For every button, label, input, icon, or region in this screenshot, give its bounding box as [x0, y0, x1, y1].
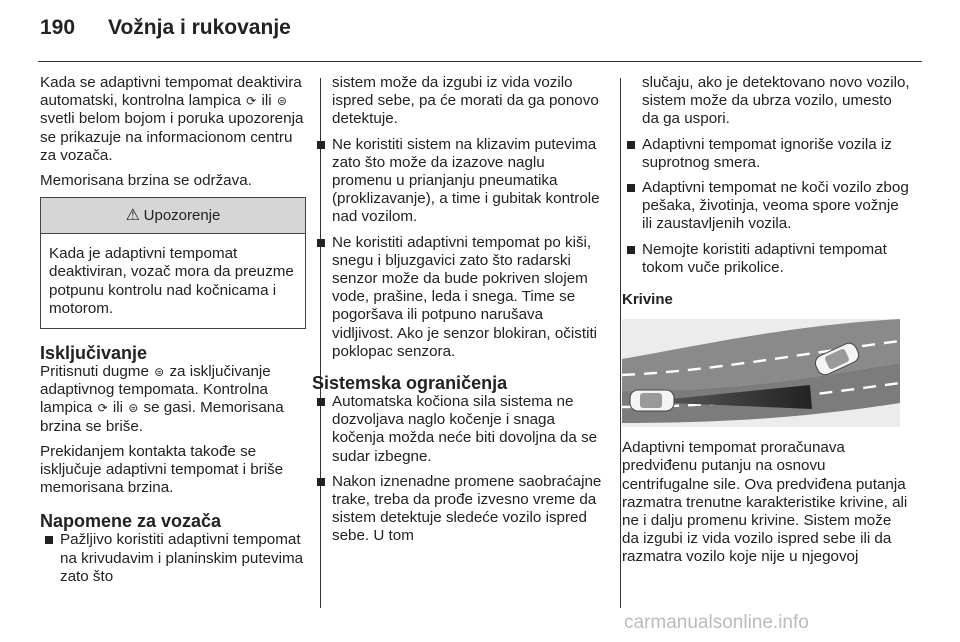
list-item: Adaptivni tempomat ignoriše vozila iz suprotnog smera. [622, 136, 912, 172]
bullet-square-icon [627, 141, 635, 149]
cruise-lamp-icon: ⟳ [246, 94, 257, 109]
warning-triangle-icon: ⚠ [125, 206, 140, 224]
column-2 [312, 74, 608, 553]
section-title-driver-notes: Napomene za vozača [40, 511, 222, 532]
paragraph-ignignition-off: Prekidanjem kontakta takođe se isključuje adaptivni tempomat i briše memorisana brzina. [40, 442, 284, 497]
curve-illustration [622, 319, 900, 427]
subheading-curves: Krivine [622, 291, 673, 309]
bullet-square-icon [317, 478, 325, 486]
column-1 [40, 74, 306, 593]
header-rule [38, 61, 922, 62]
warning-header [41, 198, 305, 234]
list-item: Ne koristiti adaptivni tempomat po kiši, snegu i bljuzgavici zato što radarski senzor može da bude pokriven slojem vode, prašine, leda i snega. Time se pogoršava ili potpuno narušava vidljivost. Ako je senzor blokiran, očistiti poklopac senzora. [312, 234, 608, 361]
paragraph-auto-deactivation: Kada se adaptivni tempomat deaktivira automatski, kontrolna lampica ⟳ ili ⊜ svetli belom bojom i poruka upozorenja se prikazuje na informacionom centru za vozača. [40, 74, 304, 164]
bullet-square-icon [627, 246, 635, 254]
list-item: Pažljivo koristiti adaptivni tempomat na krivudavim i planinskim putevima zato što [40, 531, 306, 586]
warning-box [40, 197, 306, 329]
section-title-system-limits: Sistemska ograničenja [312, 373, 508, 394]
column-3 [622, 74, 912, 574]
own-car [630, 390, 674, 411]
list-item: Automatska kočiona sila sistema ne dozvoljava naglo kočenje i snaga kočenja možda neće biti dovoljna da se sudar izbegne. [312, 393, 608, 466]
column-divider-2 [620, 78, 621, 608]
paragraph-speed-retained: Memorisana brzina se održava. [40, 172, 252, 190]
adaptive-cruise-lamp-icon: ⊜ [276, 94, 287, 109]
bullet-square-icon [627, 184, 635, 192]
list-item: Nemojte koristiti adaptivni tempomat tokom vuče prikolice. [622, 241, 912, 277]
warning-body: Kada je adaptivni tempomat deaktiviran, vozač mora da preuzme potpunu kontrolu nad kočnicama i motorom. [49, 245, 294, 317]
bullet-square-icon [317, 141, 325, 149]
bullet-square-icon [317, 239, 325, 247]
paragraph-deactivation: Pritisnuti dugme ⊜ za isključivanje adaptivnog tempomata. Kontrolna lampica ⟳ ili ⊜ se gasi. Memorisana brzina se briše. [40, 363, 284, 435]
paragraph-continued: sistem može da izgubi iz vida vozilo ispred sebe, pa će morati da ga ponovo detektuje. [332, 74, 599, 128]
page-header [40, 16, 291, 52]
adaptive-cruise-lamp-icon: ⊜ [128, 401, 139, 416]
list-item: Ne koristiti sistem na klizavim putevima zato što može da izazove naglu promenu u prianjanju pneumatika (proklizavanje), a time i gubitak kontrole nad vozilom. [312, 136, 608, 227]
bullet-square-icon [317, 398, 325, 406]
adaptive-cruise-button-icon: ⊜ [154, 365, 165, 380]
paragraph-continued: slučaju, ako je detektovano novo vozilo, sistem može da ubrza vozilo, umesto da ga uspori. [642, 74, 910, 128]
bullet-square-icon [45, 536, 53, 544]
list-item: Adaptivni tempomat ne koči vozilo zbog pešaka, životinja, veoma spore vožnje ili zaustavljenih vozila. [622, 179, 912, 234]
warning-title: Upozorenje [143, 206, 221, 224]
page-number: 190 [40, 16, 76, 39]
cruise-lamp-icon: ⟳ [97, 401, 108, 416]
section-title-deactivation: Isključivanje [40, 343, 148, 364]
list-item: Nakon iznenadne promene saobraćajne trake, treba da prođe izvesno vreme da sistem detektuje sledeće vozilo ispred sebe. U tom [312, 473, 608, 546]
page-title: Vožnja i rukovanje [108, 16, 291, 39]
watermark: carmanualsonline.info [624, 612, 809, 633]
paragraph-curves: Adaptivni tempomat proračunava predviđenu putanju na osnovu centrifugalne sile. Ova predviđena putanja razmatra trenutne karakteristike krivine, ali ne i dalju promenu krivine. Sistem može da izgubi iz vida vozilo ispred sebe ili da razmatra vozilo koje nije u njegovoj [622, 439, 908, 566]
